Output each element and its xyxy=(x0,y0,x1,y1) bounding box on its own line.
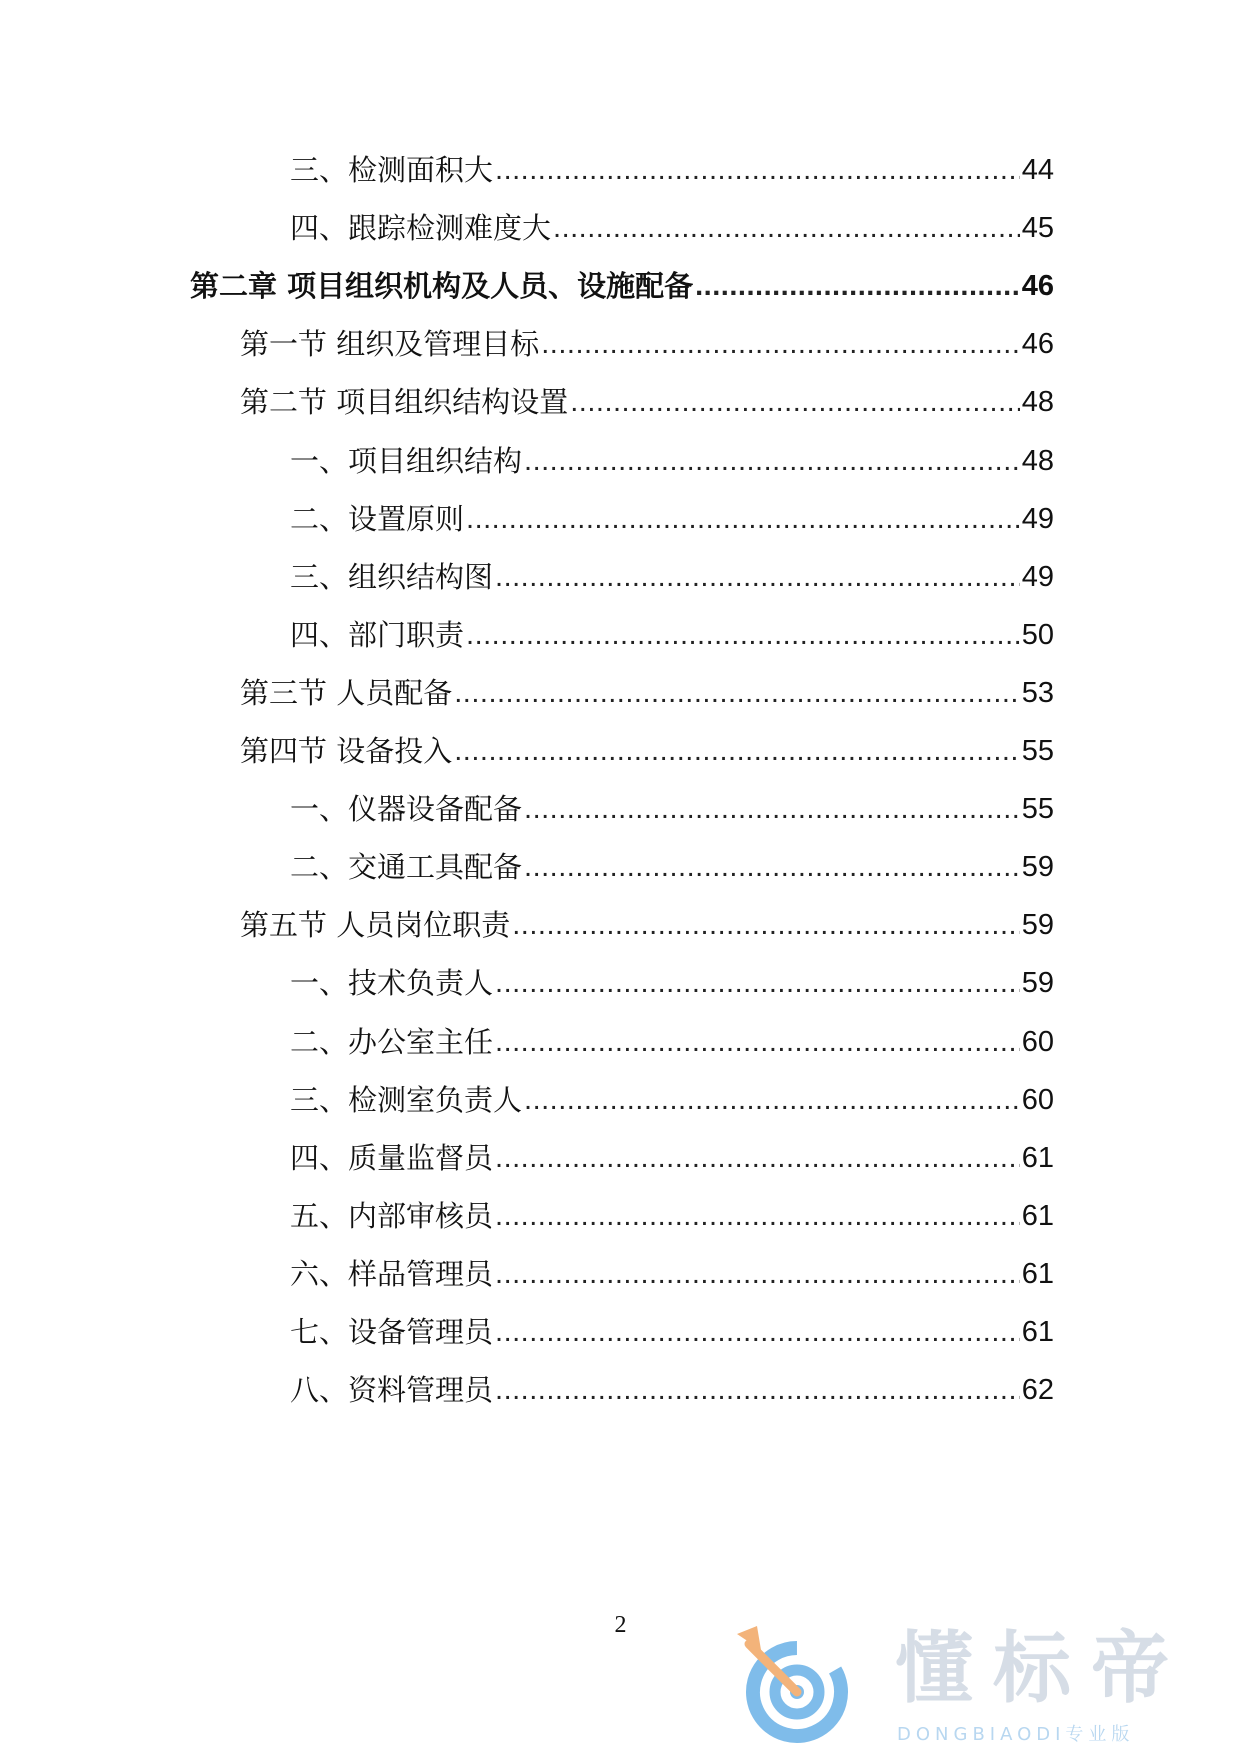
toc-entry[interactable] xyxy=(290,557,1054,597)
toc-dot-leader xyxy=(512,905,1020,945)
target-arrow-icon xyxy=(735,1620,865,1750)
toc-entry-title: 三、组织结构图 xyxy=(290,560,494,594)
toc-dot-leader xyxy=(495,1312,1020,1352)
toc-entry-page: 61 xyxy=(1021,1258,1054,1290)
toc-entry[interactable] xyxy=(290,1138,1054,1178)
toc-entry-title: 第二章 项目组织机构及人员、设施配备 xyxy=(190,269,694,303)
toc-entry-page: 59 xyxy=(1021,851,1054,883)
toc-entry-page: 48 xyxy=(1021,386,1054,418)
toc-dot-leader xyxy=(466,615,1020,655)
toc-dot-leader xyxy=(553,208,1020,248)
toc-dot-leader xyxy=(495,1370,1020,1410)
toc-entry-page: 53 xyxy=(1021,677,1054,709)
toc-entry-page: 45 xyxy=(1021,212,1054,244)
toc-entry-page: 62 xyxy=(1021,1374,1054,1406)
toc-entry-page: 44 xyxy=(1021,154,1054,186)
toc-entry-page: 59 xyxy=(1021,967,1054,999)
toc-entry-page: 48 xyxy=(1021,445,1054,477)
toc-dot-leader xyxy=(495,963,1020,1003)
toc-entry-title: 二、办公室主任 xyxy=(290,1025,494,1059)
toc-entry-title: 一、项目组织结构 xyxy=(290,444,523,478)
toc-dot-leader xyxy=(454,673,1020,713)
toc-entry-page: 61 xyxy=(1021,1200,1054,1232)
toc-entry-title: 第二节 项目组织结构设置 xyxy=(240,385,569,419)
toc-entry-title: 四、跟踪检测难度大 xyxy=(290,211,552,245)
toc-entry-page: 61 xyxy=(1021,1142,1054,1174)
toc-entry-title: 二、交通工具配备 xyxy=(290,850,523,884)
page-number: 2 xyxy=(614,1612,627,1638)
toc-entry-title: 二、设置原则 xyxy=(290,502,465,536)
toc-dot-leader xyxy=(570,382,1020,422)
toc-entry-title: 三、检测室负责人 xyxy=(290,1083,523,1117)
toc-entry-title: 一、仪器设备配备 xyxy=(290,792,523,826)
toc-entry-title: 第三节 人员配备 xyxy=(240,676,453,710)
toc-entry-page: 50 xyxy=(1021,619,1054,651)
toc-entry[interactable] xyxy=(240,382,1054,422)
toc-entry[interactable] xyxy=(290,1312,1054,1352)
toc-entry-page: 55 xyxy=(1021,793,1054,825)
toc-entry-title: 第一节 组织及管理目标 xyxy=(240,327,540,361)
toc-entry[interactable] xyxy=(240,673,1054,713)
toc-dot-leader xyxy=(524,441,1020,481)
toc-entry-title: 五、内部审核员 xyxy=(290,1199,494,1233)
toc-entry[interactable] xyxy=(290,789,1054,829)
toc-dot-leader xyxy=(495,1138,1020,1178)
toc-entry[interactable] xyxy=(190,266,1054,306)
toc-entry-page: 49 xyxy=(1021,503,1054,535)
toc-dot-leader xyxy=(495,1254,1020,1294)
toc-entry[interactable] xyxy=(240,324,1054,364)
toc-entry-page: 49 xyxy=(1021,561,1054,593)
toc-entry-title: 八、资料管理员 xyxy=(290,1373,494,1407)
toc-dot-leader xyxy=(695,266,1020,306)
toc-entry-page: 46 xyxy=(1021,270,1054,302)
toc-entry-title: 六、样品管理员 xyxy=(290,1257,494,1291)
toc-dot-leader xyxy=(495,150,1020,190)
toc-entry[interactable] xyxy=(290,499,1054,539)
toc-dot-leader xyxy=(495,1196,1020,1236)
toc-entry-page: 60 xyxy=(1021,1084,1054,1116)
toc-entry-title: 四、质量监督员 xyxy=(290,1141,494,1175)
toc-dot-leader xyxy=(524,847,1020,887)
toc-dot-leader xyxy=(524,789,1020,829)
toc-entry-page: 46 xyxy=(1021,328,1054,360)
toc-entry-title: 第四节 设备投入 xyxy=(240,734,453,768)
toc-entry-title: 七、设备管理员 xyxy=(290,1315,494,1349)
toc-entry[interactable] xyxy=(290,1196,1054,1236)
toc-entry[interactable] xyxy=(240,905,1054,945)
toc-dot-leader xyxy=(454,731,1020,771)
toc-entry-page: 60 xyxy=(1021,1026,1054,1058)
toc-entry[interactable] xyxy=(290,208,1054,248)
toc-entry-page: 61 xyxy=(1021,1316,1054,1348)
toc-entry[interactable] xyxy=(290,1254,1054,1294)
toc-entry[interactable] xyxy=(290,150,1054,190)
toc-dot-leader xyxy=(495,557,1020,597)
toc-entry[interactable] xyxy=(290,1370,1054,1410)
watermark xyxy=(735,1620,1225,1750)
watermark-subtitle: DONGBIAODI专业版 xyxy=(897,1724,1135,1745)
toc-entry[interactable] xyxy=(240,731,1054,771)
toc-entry-page: 59 xyxy=(1021,909,1054,941)
toc-entry[interactable] xyxy=(290,1022,1054,1062)
toc-entry-title: 一、技术负责人 xyxy=(290,966,494,1000)
toc-entry-page: 55 xyxy=(1021,735,1054,767)
toc-entry[interactable] xyxy=(290,441,1054,481)
toc-entry[interactable] xyxy=(290,963,1054,1003)
toc-entry-title: 第五节 人员岗位职责 xyxy=(240,908,511,942)
toc-entry[interactable] xyxy=(290,847,1054,887)
toc-dot-leader xyxy=(495,1022,1020,1062)
toc-entry-title: 四、部门职责 xyxy=(290,618,465,652)
watermark-name: 懂标帝 xyxy=(895,1624,1190,1714)
toc-entry[interactable] xyxy=(290,1080,1054,1120)
toc-entry[interactable] xyxy=(290,615,1054,655)
toc-dot-leader xyxy=(524,1080,1020,1120)
toc-dot-leader xyxy=(466,499,1020,539)
toc-dot-leader xyxy=(541,324,1020,364)
toc-entry-title: 三、检测面积大 xyxy=(290,153,494,187)
